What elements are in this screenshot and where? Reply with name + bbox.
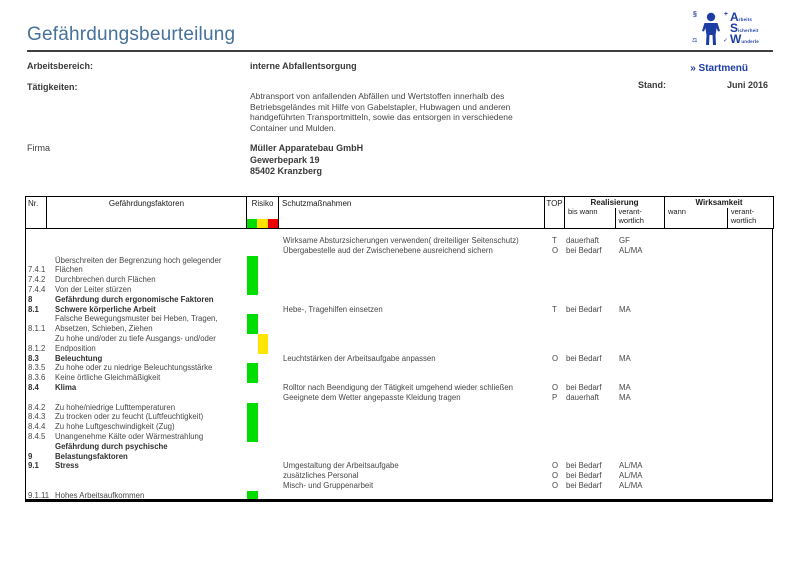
table-row [26, 403, 772, 413]
realisierung-bis-wann: dauerhaft [566, 236, 599, 245]
logo-word-arbeits: rbeits [738, 16, 753, 22]
table-row [26, 363, 772, 373]
logo-letter-a: A [730, 9, 739, 24]
verantwortlich-label: verant-wortlich [727, 208, 773, 229]
table-row [26, 334, 772, 344]
risk-indicator [247, 324, 258, 334]
table-row [26, 422, 772, 432]
plus-icon: + [723, 11, 728, 18]
taetigkeiten-text: Abtransport von anfallenden Abfällen und Wertstoffen innerhalb des Betriebsgeländes mit Hilfe von Gabelstapler, Hubwagen und anderen handgeführten Transportmitteln, sowie das entsorgen in verschiedene Container und Mulden. [250, 91, 513, 134]
protective-measure: zusätzliches Personal [283, 471, 359, 481]
risk-indicator [247, 422, 258, 432]
row-number: 8.1.1 [28, 324, 46, 334]
logo-letters [730, 9, 759, 46]
risk-indicator [247, 412, 258, 422]
risk-indicator [247, 432, 258, 442]
realisierung-verantwortlich: MA [619, 304, 631, 314]
col-header-wirksamkeit [664, 196, 774, 229]
table-row [26, 412, 772, 422]
realisierung-bis-wann: bei Bedarf [566, 245, 602, 255]
hazard-factor: Flächen [55, 265, 83, 275]
risk-indicator [247, 491, 258, 501]
row-number: 9 [28, 451, 33, 461]
risk-indicator [247, 256, 258, 266]
row-number: 8.4.4 [28, 422, 46, 432]
risk-indicator [247, 403, 258, 413]
realisierung-verantwortlich: GF [619, 236, 630, 245]
row-number: 9.1 [28, 461, 39, 471]
realisierung-bis-wann: dauerhaft [566, 392, 599, 402]
table-row [26, 452, 772, 462]
col-header-nr: Nr. [25, 196, 47, 229]
hazard-factor: Gefährdung durch psychische [55, 441, 168, 451]
risk-indicator [247, 246, 258, 256]
risk-indicator [247, 383, 258, 393]
risk-indicator [247, 471, 258, 481]
realisierung-bis-wann: bei Bedarf [566, 471, 602, 481]
stand-value: Juni 2016 [726, 80, 768, 90]
arbeitsbereich-label: Arbeitsbereich: [27, 61, 94, 71]
realisierung-label: Realisierung [590, 198, 639, 207]
risk-indicator [258, 344, 269, 354]
hazard-factor: Beleuchtung [55, 353, 103, 363]
company-logo [692, 7, 770, 49]
row-number: 7.4.2 [28, 275, 46, 285]
risk-indicator [247, 461, 258, 471]
row-number: 8.1 [28, 304, 39, 314]
realisierung-bis-wann: bei Bedarf [566, 480, 602, 490]
row-number: 7.4.1 [28, 265, 46, 275]
realisierung-verantwortlich: MA [619, 353, 631, 363]
realisierung-verantwortlich: AL/MA [619, 471, 643, 481]
firma-street: Gewerbepark 19 [250, 154, 320, 165]
hazard-factor: Falsche Bewegungsmuster bei Heben, Tragen, [55, 314, 218, 324]
table-row [26, 383, 772, 393]
row-number: 8.4.2 [28, 402, 46, 412]
page-title: Gefährdungsbeurteilung [27, 24, 236, 45]
hazard-factor: Zu trocken oder zu feucht (Luftfeuchtigkeit) [55, 412, 204, 422]
top-value: P [552, 392, 558, 402]
hazard-factor: Gefährdung durch ergonomische Faktoren [55, 294, 214, 304]
title-rule [27, 50, 773, 52]
risk-indicator [247, 295, 258, 305]
protective-measure: Hebe-, Tragehilfen einsetzen [283, 304, 383, 314]
startmenu-link[interactable]: » Startmenü [690, 63, 748, 74]
logo-letter-w: W [730, 31, 742, 46]
realisierung-verantwortlich: AL/MA [619, 245, 643, 255]
firma-city: 85402 Kranzberg [250, 166, 323, 176]
table-row [26, 442, 772, 452]
risiko-label: Risiko [251, 199, 274, 208]
table-row [26, 432, 772, 442]
hazard-factor: Keine örtliche Gleichmäßigkeit [55, 373, 161, 383]
hazard-factor: Stress [55, 461, 79, 471]
top-value: O [552, 471, 559, 481]
row-number: 8.4.3 [28, 412, 46, 422]
table-row [26, 256, 772, 266]
row-number: 8.3.5 [28, 363, 46, 373]
hazard-factor: Endposition [55, 343, 96, 353]
protective-measure: Umgestaltung der Arbeitsaufgabe [283, 461, 399, 471]
arbeitsbereich-value: interne Abfallentsorgung [250, 61, 357, 71]
firma-address [250, 143, 363, 178]
row-number: 8.1.2 [28, 343, 46, 353]
risk-indicator [247, 314, 258, 324]
table-row [26, 461, 772, 471]
risk-indicator [247, 373, 258, 383]
hazard-factor: Zu hohe/niedrige Lufttemperaturen [55, 402, 176, 412]
row-number: 7.4.4 [28, 284, 46, 294]
protective-measure: Rolltor nach Beendigung der Tätigkeit umgehend wieder schließen [283, 382, 514, 392]
check-icon: ✓ [722, 38, 728, 44]
realisierung-bis-wann: bei Bedarf [566, 353, 602, 363]
hazard-factor: Zu hohe und/oder zu tiefe Ausgangs- und/oder [55, 333, 216, 343]
hazard-factor: Zu hohe oder zu niedrige Beleuchtungsstärke [55, 363, 213, 373]
col-header-risiko [246, 196, 279, 229]
risk-indicator [247, 275, 258, 285]
verantwortlich-label: verant-wortlich [615, 208, 665, 229]
top-value: T [552, 304, 557, 314]
firma-label: Firma [27, 143, 50, 153]
table-row [26, 275, 772, 285]
realisierung-verantwortlich: AL/MA [619, 480, 643, 490]
risk-indicator [247, 481, 258, 491]
hazard-factor: Unangenehme Kälte oder Wärmestrahlung [55, 431, 204, 441]
taetigkeiten-label: Tätigkeiten: [27, 82, 78, 92]
realisierung-bis-wann: bei Bedarf [566, 461, 602, 471]
scales-icon: ⚖ [692, 38, 698, 44]
row-number: 8.4.5 [28, 431, 46, 441]
top-value: O [552, 382, 559, 392]
firma-name: Müller Apparatebau GmbH [250, 143, 364, 153]
hazard-factor: Zu hohe Luftgeschwindigkeit (Zug) [55, 422, 175, 432]
paragraph-icon: § [693, 11, 697, 18]
risk-indicator [247, 285, 258, 295]
logo-word-sicherheit: icherheit [738, 27, 759, 33]
table-body [25, 228, 773, 502]
realisierung-bis-wann: bei Bedarf [566, 382, 602, 392]
hazard-factor: Schwere körperliche Arbeit [55, 304, 156, 314]
top-value: O [552, 353, 559, 363]
risk-indicator [247, 442, 258, 452]
risk-indicator [247, 265, 258, 275]
protective-measure: Misch- und Gruppenarbeit [283, 480, 374, 490]
protective-measure: Leuchtstärken der Arbeitsaufgabe anpassen [283, 353, 436, 363]
risk-indicator [247, 236, 258, 246]
col-header-gefaehrdungsfaktoren: Gefährdungsfaktoren [46, 196, 247, 229]
risk-red-square [268, 219, 278, 228]
risk-indicator [247, 363, 258, 373]
top-value: O [552, 480, 559, 490]
col-header-schutzmassnahmen: Schutzmaßnahmen [278, 196, 545, 229]
risk-indicator [247, 452, 258, 462]
top-value: O [552, 461, 559, 471]
person-pictogram-icon [692, 8, 730, 48]
risk-yellow-square [257, 219, 267, 228]
table-row [26, 295, 772, 305]
table-row [26, 354, 772, 364]
protective-measure: Übergabestelle aud der Zwischenebene ausreichend sichern [283, 245, 493, 255]
realisierung-verantwortlich: AL/MA [619, 461, 643, 471]
table-row [26, 481, 772, 491]
realisierung-verantwortlich: MA [619, 392, 631, 402]
hazard-factor: Von der Leiter stürzen [55, 284, 132, 294]
hazard-factor: Überschreiten der Begrenzung hoch gelegender [55, 255, 222, 265]
risk-legend [247, 219, 278, 228]
hazard-factor: Absetzen, Schieben, Ziehen [55, 324, 153, 334]
table-row [26, 246, 772, 256]
table-row [26, 344, 772, 354]
logo-word-wunderle: underle [741, 38, 759, 44]
table-row [26, 236, 772, 246]
top-value: T [552, 236, 557, 245]
table-row [26, 314, 772, 324]
top-value: O [552, 245, 559, 255]
protective-measure: Wirksame Absturzsicherungen verwenden( dreiteiliger Seitenschutz) [283, 236, 519, 245]
logo-letter-s: S [730, 20, 739, 35]
row-number: 8.4 [28, 382, 39, 392]
table-row [26, 393, 772, 403]
stand-label: Stand: [638, 80, 666, 90]
realisierung-verantwortlich: MA [619, 382, 631, 392]
col-header-realisierung [564, 196, 665, 229]
bis-wann-label: bis wann [568, 207, 598, 216]
table-row [26, 471, 772, 481]
realisierung-bis-wann: bei Bedarf [566, 304, 602, 314]
table-row [26, 324, 772, 334]
protective-measure: Geeignete dem Wetter angepasste Kleidung tragen [283, 392, 461, 402]
risk-indicator [258, 334, 269, 344]
table-row [26, 491, 772, 501]
row-number: 8.3.6 [28, 373, 46, 383]
col-header-top: TOP [544, 196, 565, 229]
wirksamkeit-label: Wirksamkeit [695, 198, 743, 207]
risk-indicator [247, 305, 258, 315]
hazard-factor: Belastungsfaktoren [55, 451, 128, 461]
table-row [26, 373, 772, 383]
risk-indicator [247, 393, 258, 403]
risk-indicator [247, 354, 258, 364]
row-number: 8.3 [28, 353, 39, 363]
risk-green-square [247, 219, 257, 228]
hazard-factor: Klima [55, 382, 77, 392]
table-row [26, 305, 772, 315]
table-row [26, 265, 772, 275]
row-number: 8 [28, 294, 33, 304]
table-row [26, 285, 772, 295]
hazard-factor: Hohes Arbeitsaufkommen [55, 490, 145, 500]
row-number: 9.1.11 [28, 490, 50, 500]
hazard-factor: Durchbrechen durch Flächen [55, 275, 156, 285]
wann-label: wann [668, 207, 686, 216]
